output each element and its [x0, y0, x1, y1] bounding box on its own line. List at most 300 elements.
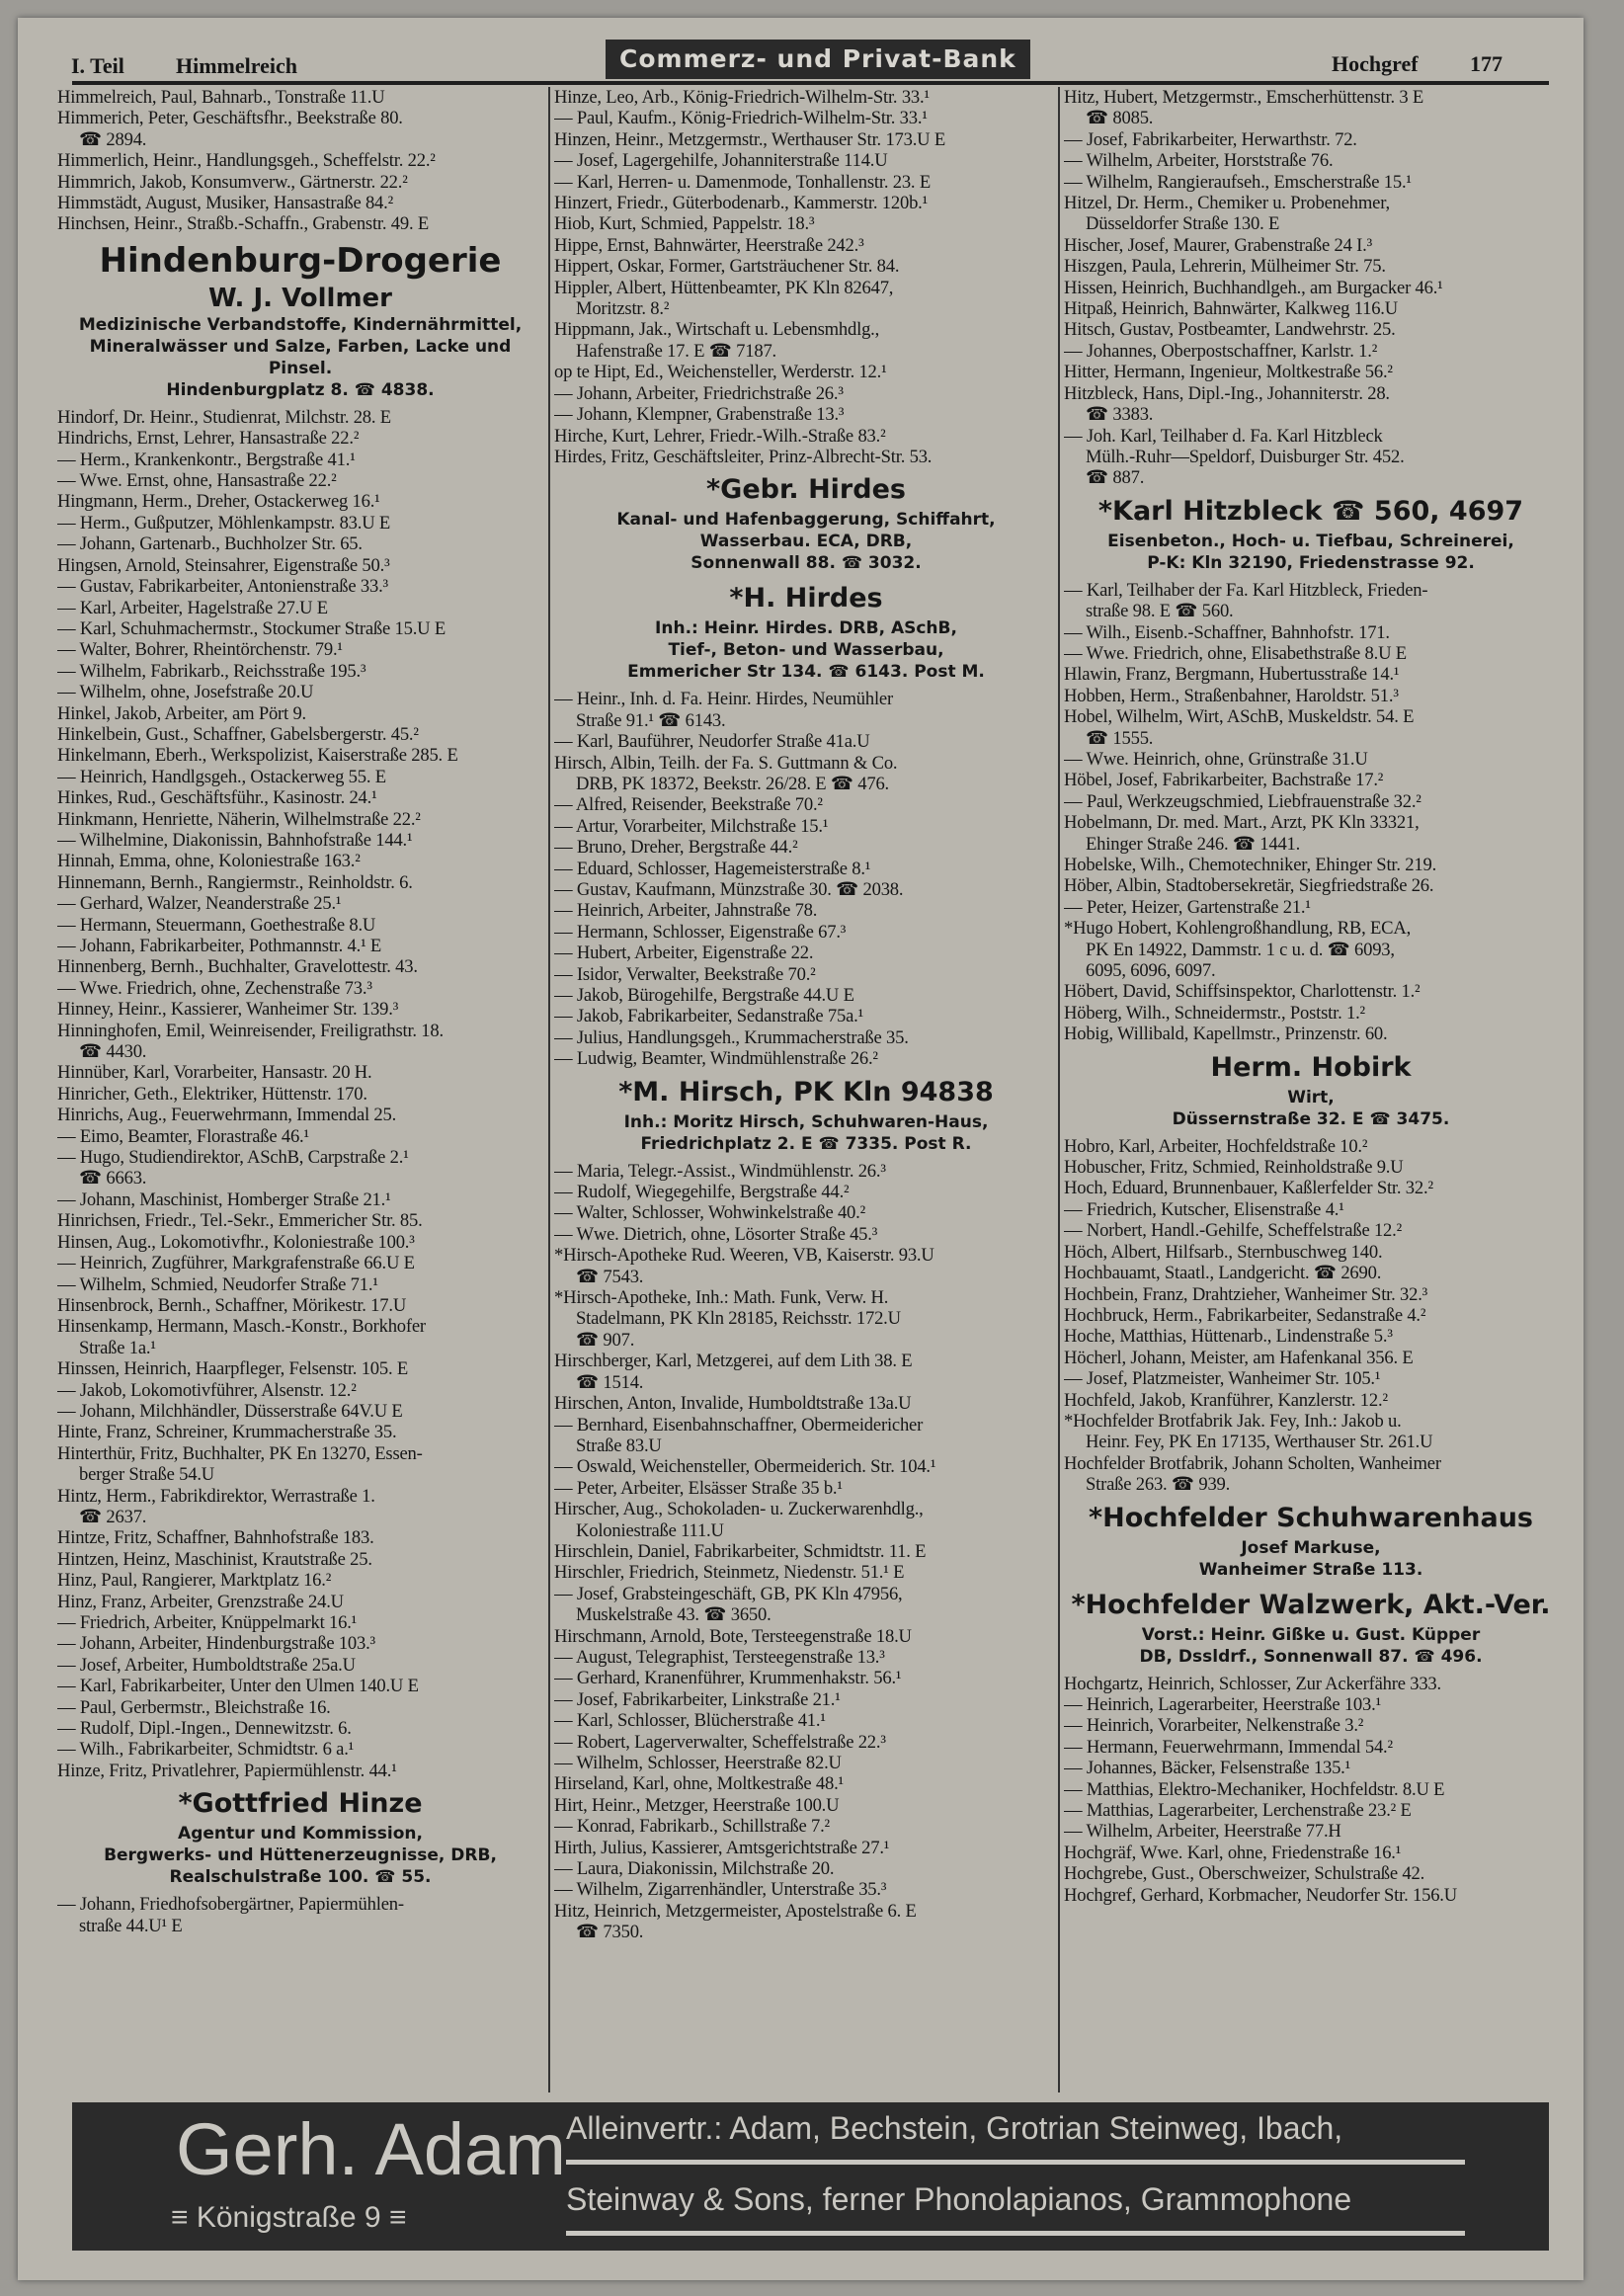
- directory-entry: [57, 851, 543, 871]
- entry-line: Hirschen, Anton, Invalide, Humboldtstraße 13a.U: [554, 1393, 912, 1415]
- entry-line: Hippmann, Jak., Wirtschaft u. Lebensmhdlg.,: [554, 319, 880, 341]
- directory-entry: [1064, 1178, 1558, 1198]
- entry-line: — Eduard, Schlosser, Hagemeisterstraße 8.¹: [554, 858, 871, 879]
- advertisement-block: [554, 471, 1058, 574]
- entry-line: — Josef, Arbeiter, Humboldtstraße 25a.U: [57, 1654, 356, 1676]
- entry-line: Himmerlich, Heinr., Handlungsgeh., Scheffelstr. 22.²: [57, 150, 436, 172]
- directory-entry: [554, 1816, 1058, 1837]
- entry-continuation-line: DRB, PK 18372, Beekstr. 26/28. E ☎ 476.: [576, 773, 890, 794]
- entry-line: Hinrichsen, Friedr., Tel.-Sekr., Emmericher Str. 85.: [57, 1210, 423, 1232]
- entry-line: Hobelmann, Dr. med. Mart., Arzt, PK Kln 33321,: [1064, 812, 1420, 834]
- directory-entry: [1064, 1157, 1558, 1178]
- entry-line: — Heinr., Inh. d. Fa. Heinr. Hirdes, Neumühler: [554, 689, 893, 710]
- advertisement-block: [57, 1785, 543, 1888]
- ad-body-text: Wirt,: [1287, 1087, 1335, 1107]
- ad-body-text: Inh.: Moritz Hirsch, Schuhwaren-Haus,: [623, 1111, 989, 1132]
- directory-entry: [1064, 812, 1558, 855]
- entry-line: — Alfred, Reisender, Beekstraße 70.²: [554, 794, 823, 816]
- entry-line: Hinney, Heinr., Kassierer, Wanheimer Str. 139.³: [57, 999, 399, 1021]
- directory-entry: [1064, 1348, 1558, 1368]
- directory-page: [18, 18, 1583, 2280]
- directory-entry: [57, 1401, 543, 1422]
- entry-line: Himmstädt, August, Musiker, Hansastraße 84.²: [57, 193, 393, 214]
- directory-entry: [1064, 1843, 1558, 1863]
- entry-line: Höberg, Wilh., Schneidermstr., Poststr. 1.²: [1064, 1002, 1365, 1024]
- directory-entry: [57, 1021, 543, 1063]
- directory-entry: [554, 256, 1058, 277]
- ad-name-text: Hindenburg-Drogerie: [99, 240, 502, 281]
- ad-address: ≡ Königstraße 9 ≡: [171, 2201, 407, 2234]
- ad-body-text: Bergwerks- und Hüttenerzeugnisse, DRB,: [104, 1845, 497, 1866]
- entry-continuation-line: ☎ 4430.: [79, 1041, 147, 1063]
- entry-continuation-line: ☎ 3383.: [1086, 404, 1154, 426]
- directory-entry: [57, 724, 543, 745]
- entry-continuation-line: Moritzstr. 8.²: [576, 298, 670, 320]
- directory-entry: [1064, 1220, 1558, 1241]
- directory-entry: [57, 1486, 543, 1528]
- directory-entry: [554, 1048, 1058, 1069]
- ad-body-text: Tief-, Beton- und Wasserbau,: [668, 640, 944, 661]
- directory-entry: [57, 533, 543, 554]
- entry-line: Hochfelder Brotfabrik, Johann Scholten, Wanheimer: [1064, 1452, 1441, 1474]
- entry-line: — Isidor, Verwalter, Beekstraße 70.²: [554, 963, 816, 985]
- entry-line: — Laura, Diakonissin, Milchstraße 20.: [554, 1858, 835, 1880]
- ad-divider: [566, 2231, 1465, 2236]
- ad-body-text: P-K: Kln 32190, Friedenstrasse 92.: [1147, 552, 1475, 573]
- entry-line: Hoch, Eduard, Brunnenbauer, Kaßlerfelder Str. 32.²: [1064, 1178, 1433, 1199]
- entry-line: — Wilhelmine, Diakonissin, Bahnhofstraße 144.¹: [57, 829, 413, 851]
- entry-line: Hiszgen, Paula, Lehrerin, Mülheimer Str. 75.: [1064, 256, 1386, 278]
- entry-line: Himmerich, Peter, Geschäftsfhr., Beekstraße 80.: [57, 108, 403, 129]
- entry-line: — Oswald, Weichensteller, Obermeiderich. Str. 104.¹: [554, 1456, 936, 1478]
- entry-line: Hobel, Wilhelm, Wirt, ASchB, Muskeldstr. 54. E: [1064, 706, 1415, 728]
- entry-continuation-line: Mülh.-Ruhr—Speldorf, Duisburger Str. 452.: [1086, 446, 1405, 467]
- entry-line: — Jakob, Fabrikarbeiter, Sedanstraße 75a.¹: [554, 1006, 863, 1027]
- directory-entry: [57, 1422, 543, 1442]
- directory-entry: [57, 893, 543, 914]
- entry-line: — Julius, Handlungsgeh., Krummacherstraße 35.: [554, 1026, 909, 1048]
- directory-entry: [57, 956, 543, 977]
- entry-line: Hirche, Kurt, Lehrer, Friedr.-Wilh.-Straße 83.²: [554, 425, 886, 447]
- directory-entry: [1064, 319, 1558, 340]
- entry-line: Hitzel, Dr. Herm., Chemiker u. Probenehmer,: [1064, 193, 1390, 214]
- directory-entry: [554, 1287, 1058, 1351]
- entry-line: *Hochfelder Brotfabrik Jak. Fey, Inh.: Jakob u.: [1064, 1410, 1402, 1432]
- directory-entry: [554, 1795, 1058, 1816]
- entry-line: — Wilhelm, Arbeiter, Heerstraße 77.H: [1064, 1821, 1341, 1843]
- ad-body-text: Medizinische Verbandstoffe, Kindernährmittel, Mineralwässer und Salze, Farben, Lacke und Pinsel.: [78, 314, 523, 378]
- directory-entry: [554, 319, 1058, 362]
- directory-entry: [554, 1879, 1058, 1900]
- directory-entry: [554, 943, 1058, 963]
- entry-line: Hlawin, Franz, Bergmann, Hubertusstraße 14.¹: [1064, 664, 1400, 686]
- entry-line: Hintzen, Heinz, Maschinist, Krautstraße 25.: [57, 1548, 372, 1570]
- directory-entry: [554, 1351, 1058, 1393]
- directory-entry: [554, 1456, 1058, 1477]
- advertisement-block: [1064, 1500, 1558, 1581]
- ad-body-text: Agentur und Kommission,: [178, 1824, 423, 1845]
- directory-entry: [1064, 1863, 1558, 1884]
- directory-entry: [1064, 1199, 1558, 1220]
- entry-line: op te Hipt, Ed., Weichensteller, Werderstr. 12.¹: [554, 362, 887, 383]
- header-rule: [72, 81, 1549, 85]
- directory-entry: [57, 1189, 543, 1210]
- entry-line: — Rudolf, Dipl.-Ingen., Dennewitzstr. 6.: [57, 1718, 352, 1740]
- entry-continuation-line: Straße 83.U: [576, 1435, 662, 1456]
- directory-entry: [57, 1592, 543, 1612]
- entry-line: Hinkes, Rud., Geschäftsführ., Kasinostr. 24.¹: [57, 787, 377, 809]
- directory-entry: [57, 470, 543, 491]
- directory-entry: [1064, 341, 1558, 362]
- ad-body-text: DB, Dssldrf., Sonnenwall 87. ☎ 496.: [1139, 1646, 1483, 1667]
- entry-line: — Herm., Krankenkontr., Bergstraße 41.¹: [57, 449, 356, 470]
- entry-line: — Friedrich, Kutscher, Elisenstraße 4.¹: [1064, 1198, 1344, 1220]
- entry-line: — Jakob, Bürogehilfe, Bergstraße 44.U E: [554, 985, 854, 1006]
- entry-line: Hirschberger, Karl, Metzgerei, auf dem Lith 38. E: [554, 1351, 913, 1372]
- entry-line: Hinnenberg, Bernh., Buchhalter, Gravelottestr. 43.: [57, 956, 418, 978]
- entry-line: Hindorf, Dr. Heinr., Studienrat, Milchstr. 28. E: [57, 406, 391, 428]
- page-number: 177: [1470, 51, 1502, 76]
- entry-line: Hinsenbrock, Bernh., Schaffner, Mörikestr. 17.U: [57, 1294, 407, 1316]
- entry-line: Höcherl, Johann, Meister, am Hafenkanal 356. E: [1064, 1347, 1414, 1368]
- directory-entry: [554, 964, 1058, 985]
- advertisement-block: [57, 239, 543, 401]
- directory-entry: [1064, 298, 1558, 319]
- entry-line: Hippe, Ernst, Bahnwärter, Heerstraße 242.³: [554, 234, 864, 256]
- entry-line: — Johannes, Bäcker, Felsenstraße 135.¹: [1064, 1758, 1351, 1779]
- column-3: [1058, 87, 1558, 2092]
- entry-continuation-line: straße 98. E ☎ 560.: [1086, 601, 1234, 622]
- column-1: [57, 87, 543, 2092]
- directory-entry: [1064, 1737, 1558, 1758]
- advertisement-block: [1064, 1049, 1558, 1130]
- entry-line: — Friedrich, Arbeiter, Knüppelmarkt 16.¹: [57, 1612, 358, 1633]
- directory-entry: [1064, 172, 1558, 193]
- entry-line: — Wilhelm, Rangieraufseh., Emscherstraße 15.¹: [1064, 171, 1412, 193]
- advertisement-block: [554, 580, 1058, 683]
- entry-line: Hinricher, Geth., Elektriker, Hüttenstr. 170.: [57, 1083, 367, 1105]
- entry-line: — Josef, Lagergehilfe, Johanniterstraße 114.U: [554, 150, 888, 172]
- ad-big-text: *Karl Hitzbleck ☎ 560, 4697: [1097, 495, 1524, 527]
- directory-entry: [1064, 622, 1558, 643]
- directory-entry: [1064, 1263, 1558, 1283]
- entry-line: Himmelreich, Paul, Bahnarb., Tonstraße 11.U: [57, 87, 385, 108]
- directory-entry: [554, 404, 1058, 425]
- entry-continuation-line: Straße 263. ☎ 939.: [1086, 1474, 1231, 1496]
- entry-line: *Hugo Hobert, Kohlengroßhandlung, RB, ECA,: [1064, 918, 1412, 940]
- directory-entry: [57, 1232, 543, 1253]
- directory-entry: [554, 1224, 1058, 1245]
- entry-line: Hochgartz, Heinrich, Schlosser, Zur Ackerfähre 333.: [1064, 1673, 1441, 1694]
- directory-entry: [554, 129, 1058, 150]
- directory-entry: [57, 1358, 543, 1379]
- entry-continuation-line: Stadelmann, PK Kln 28185, Reichsstr. 172.U: [576, 1308, 901, 1330]
- entry-line: Hinrichs, Aug., Feuerwehrmann, Immendal 25.: [57, 1105, 397, 1126]
- entry-line: — Walter, Bohrer, Rheintörchenstr. 79.¹: [57, 639, 343, 661]
- directory-entry: [1064, 150, 1558, 171]
- entry-line: — Gerhard, Kranenführer, Krummenhakstr. 56.¹: [554, 1668, 902, 1689]
- entry-line: — Johann, Klempner, Grabenstraße 13.³: [554, 404, 845, 426]
- directory-entry: [554, 794, 1058, 815]
- entry-line: — Paul, Gerbermstr., Bleichstraße 16.: [57, 1696, 331, 1718]
- directory-entry: [57, 87, 543, 108]
- entry-line: — Johann, Maschinist, Homberger Straße 21.¹: [57, 1189, 391, 1210]
- ad-body-text: Hindenburgplatz 8. ☎ 4838.: [166, 379, 435, 400]
- directory-entry: [554, 1753, 1058, 1773]
- directory-entry: [1064, 580, 1558, 622]
- entry-line: — Karl, Teilhaber der Fa. Karl Hitzbleck, Frieden-: [1064, 579, 1428, 601]
- entry-line: Hoche, Matthias, Hüttenarb., Lindenstraße 5.³: [1064, 1326, 1393, 1348]
- directory-entry: [1064, 1024, 1558, 1044]
- entry-line: Hirschmann, Arnold, Bote, Tersteegenstraße 18.U: [554, 1625, 912, 1647]
- directory-entry: [1064, 1305, 1558, 1326]
- directory-entry: [554, 1393, 1058, 1414]
- directory-entry: [1064, 897, 1558, 918]
- directory-entry: [554, 1838, 1058, 1858]
- ad-body-text: Eisenbeton., Hoch- u. Tiefbau, Schreinerei,: [1107, 531, 1514, 551]
- directory-entry: [554, 1626, 1058, 1647]
- directory-entry: [57, 108, 543, 150]
- directory-entry: [554, 1202, 1058, 1223]
- entry-line: Hinz, Paul, Rangierer, Marktplatz 16.²: [57, 1570, 332, 1592]
- entry-line: Hinninghofen, Emil, Weinreisender, Freiligrathstr. 18.: [57, 1020, 444, 1041]
- entry-line: — Wilh., Eisenb.-Schaffner, Bahnhofstr. 171.: [1064, 621, 1390, 643]
- ad-line-2: Steinway & Sons, ferner Phonolapianos, Grammophone: [566, 2181, 1352, 2217]
- bank-banner: Commerz- und Privat-Bank: [606, 40, 1030, 79]
- entry-continuation-line: ☎ 7350.: [576, 1922, 644, 1943]
- entry-line: Hochgrebe, Gust., Oberschweizer, Schulstraße 42.: [1064, 1863, 1425, 1885]
- entry-continuation-line: ☎ 6663.: [79, 1168, 147, 1189]
- entry-line: — Karl, Schuhmachermstr., Stockumer Straße 15.U E: [57, 617, 446, 639]
- directory-entry: [554, 1773, 1058, 1794]
- directory-entry: [1064, 981, 1558, 1002]
- entry-line: — Jakob, Lokomotivführer, Alsenstr. 12.²: [57, 1379, 357, 1401]
- ad-sub-text: W. J. Vollmer: [207, 283, 393, 313]
- entry-line: — Heinrich, Handlgsgeh., Ostackerweg 55. E: [57, 766, 386, 787]
- entry-line: Hobben, Herm., Straßenbahner, Haroldstr. 51.³: [1064, 685, 1399, 706]
- directory-entry: [554, 193, 1058, 213]
- entry-line: — Gustav, Kaufmann, Münzstraße 30. ☎ 2038.: [554, 878, 904, 900]
- entry-line: Hippert, Oskar, Former, Gartsträuchener Str. 84.: [554, 256, 900, 278]
- ad-big-text: *M. Hirsch, PK Kln 94838: [618, 1076, 994, 1107]
- entry-line: Hippler, Albert, Hüttenbeamter, PK Kln 82647,: [554, 277, 894, 298]
- directory-entry: [57, 1718, 543, 1739]
- directory-entry: [1064, 1674, 1558, 1694]
- entry-line: Hinnah, Emma, ohne, Koloniestraße 163.²: [57, 851, 361, 872]
- directory-entry: [57, 1739, 543, 1760]
- entry-continuation-line: ☎ 2894.: [79, 128, 147, 150]
- directory-entry: [57, 872, 543, 893]
- entry-line: Hinze, Fritz, Privatlehrer, Papiermühlenstr. 44.¹: [57, 1760, 397, 1781]
- directory-entry: [554, 731, 1058, 752]
- entry-line: Hirdes, Fritz, Geschäftsleiter, Prinz-Albrecht-Str. 53.: [554, 446, 933, 467]
- entry-line: — Heinrich, Arbeiter, Jahnstraße 78.: [554, 900, 818, 922]
- directory-entry: [1064, 1715, 1558, 1736]
- ad-big-text: *Gottfried Hinze: [178, 1788, 423, 1820]
- ad-body-text: Inh.: Heinr. Hirdes. DRB, ASchB,: [655, 618, 957, 639]
- entry-line: — Peter, Arbeiter, Elsässer Straße 35 b.¹: [554, 1477, 843, 1499]
- entry-line: Hirth, Julius, Kassierer, Amtsgerichtstraße 27.¹: [554, 1837, 890, 1858]
- directory-entry: [57, 1380, 543, 1401]
- entry-line: Hobelske, Wilh., Chemotechniker, Ehinger Str. 219.: [1064, 855, 1437, 875]
- directory-entry: [1064, 1758, 1558, 1778]
- entry-continuation-line: ☎ 1555.: [1086, 727, 1154, 749]
- directory-entry: [57, 639, 543, 660]
- directory-entry: [57, 915, 543, 936]
- directory-entry: [554, 1415, 1058, 1457]
- directory-entry: [1064, 706, 1558, 749]
- entry-continuation-line: Ehinger Straße 246. ☎ 1441.: [1086, 833, 1301, 855]
- entry-line: Hinssen, Heinrich, Haarpfleger, Felsenstr. 105. E: [57, 1358, 409, 1380]
- advertisement-block: [554, 1074, 1058, 1155]
- directory-entry: [554, 900, 1058, 921]
- entry-line: Hobuscher, Fritz, Schmied, Reinholdstraße 9.U: [1064, 1157, 1404, 1179]
- entry-line: Hochbauamt, Staatl., Landgericht. ☎ 2690.: [1064, 1263, 1382, 1284]
- entry-line: Hindrichs, Ernst, Lehrer, Hansastraße 22.²: [57, 428, 360, 450]
- entry-continuation-line: Straße 1a.¹: [79, 1337, 156, 1358]
- directory-entry: [1064, 278, 1558, 298]
- entry-line: — Matthias, Lagerarbeiter, Lerchenstraße 23.² E: [1064, 1800, 1412, 1821]
- directory-entry: [1064, 1003, 1558, 1024]
- ad-big-text: *Gebr. Hirdes: [706, 474, 906, 506]
- directory-entry: [57, 999, 543, 1020]
- entry-line: Hirsch, Albin, Teilh. der Fa. S. Guttmann & Co.: [554, 752, 898, 774]
- entry-line: — Paul, Kaufm., König-Friedrich-Wilhelm-Str. 33.¹: [554, 108, 928, 129]
- entry-continuation-line: straße 44.U¹ E: [79, 1915, 183, 1936]
- directory-entry: [57, 661, 543, 682]
- entry-continuation-line: ☎ 907.: [576, 1329, 635, 1351]
- entry-line: Hinterthür, Fritz, Buchhalter, PK En 13270, Essen-: [57, 1442, 423, 1464]
- directory-entry: [1064, 1411, 1558, 1453]
- entry-line: — Joh. Karl, Teilhaber d. Fa. Karl Hitzbleck: [1064, 425, 1383, 447]
- entry-line: Hirseland, Karl, ohne, Moltkestraße 48.¹: [554, 1773, 844, 1795]
- entry-continuation-line: ☎ 7543.: [576, 1266, 644, 1287]
- advertisement-block: [1064, 1587, 1558, 1668]
- ad-body-text: Sonnenwall 88. ☎ 3032.: [690, 553, 922, 574]
- entry-line: — Karl, Fabrikarbeiter, Unter den Ulmen 140.U E: [57, 1676, 419, 1697]
- entry-continuation-line: 6095, 6096, 6097.: [1086, 960, 1216, 982]
- entry-line: — Eimo, Beamter, Florastraße 46.¹: [57, 1125, 309, 1147]
- entry-line: Hinze, Leo, Arb., König-Friedrich-Wilhelm-Str. 33.¹: [554, 87, 930, 108]
- directory-entry: [1064, 193, 1558, 235]
- directory-entry: [554, 235, 1058, 256]
- directory-entry: [57, 1633, 543, 1654]
- entry-line: — Wwe. Friedrich, ohne, Zechenstraße 73.³: [57, 977, 372, 999]
- directory-entry: [57, 618, 543, 639]
- directory-entry: [1064, 1136, 1558, 1157]
- entry-line: — Bruno, Dreher, Bergstraße 44.²: [554, 837, 798, 859]
- directory-entry: [1064, 87, 1558, 129]
- ad-body-text: Wasserbau. ECA, DRB,: [699, 532, 913, 552]
- entry-line: — Wwe. Dietrich, ohne, Lösorter Straße 45.³: [554, 1223, 878, 1245]
- entry-line: Hinsen, Aug., Lokomotivfhr., Koloniestraße 100.³: [57, 1231, 415, 1253]
- entry-line: Hitsch, Gustav, Postbeamter, Landwehrstr. 25.: [1064, 319, 1396, 341]
- directory-entry: [554, 859, 1058, 879]
- entry-line: — Maria, Telegr.-Assist., Windmühlenstr. 26.³: [554, 1160, 886, 1182]
- entry-line: — Ludwig, Beamter, Windmühlenstraße 26.²: [554, 1048, 878, 1070]
- entry-line: — Heinrich, Lagerarbeiter, Heerstraße 103.¹: [1064, 1693, 1381, 1715]
- entry-line: Hochbein, Franz, Drahtzieher, Wanheimer Str. 32.³: [1064, 1283, 1428, 1305]
- entry-line: — Hugo, Studiendirektor, ASchB, Carpstraße 2.¹: [57, 1147, 409, 1169]
- directory-entry: [57, 936, 543, 956]
- entry-line: Hingsen, Arnold, Steinsahrer, Eigenstraße 50.³: [57, 554, 390, 576]
- directory-entry: [1064, 1390, 1558, 1411]
- directory-entry: [554, 1245, 1058, 1287]
- directory-entry: [554, 1478, 1058, 1499]
- entry-line: — Bernhard, Eisenbahnschaffner, Obermeidericher: [554, 1414, 924, 1435]
- directory-entry: [57, 1549, 543, 1570]
- entry-line: — Johann, Milchhändler, Düsserstraße 64V.U E: [57, 1400, 403, 1422]
- directory-entry: [57, 213, 543, 234]
- entry-continuation-line: PK En 14922, Dammstr. 1 c u. d. ☎ 6093,: [1086, 939, 1395, 960]
- directory-entry: [554, 1689, 1058, 1710]
- directory-entry: [57, 809, 543, 830]
- entry-line: *Hirsch-Apotheke, Inh.: Math. Funk, Verw. H.: [554, 1287, 889, 1309]
- entry-line: Hobro, Karl, Arbeiter, Hochfeldstraße 10.²: [1064, 1135, 1368, 1157]
- entry-line: — Norbert, Handl.-Gehilfe, Scheffelstraße 12.²: [1064, 1220, 1402, 1242]
- directory-entry: [57, 745, 543, 766]
- ad-company-name: Gerh. Adam: [176, 2108, 566, 2190]
- directory-entry: [554, 87, 1058, 108]
- ad-body-text: Düssernstraße 32. E ☎ 3475.: [1172, 1108, 1450, 1129]
- directory-entry: [57, 491, 543, 512]
- ad-line-1: Alleinvertr.: Adam, Bechstein, Grotrian Steinweg, Ibach,: [566, 2110, 1343, 2146]
- entry-line: — Hermann, Schlosser, Eigenstraße 67.³: [554, 921, 847, 943]
- column-2: [548, 87, 1058, 2092]
- directory-entry: [57, 1126, 543, 1147]
- directory-entry: [1064, 1779, 1558, 1800]
- directory-entry: [1064, 1284, 1558, 1305]
- entry-continuation-line: Muskelstraße 43. ☎ 3650.: [576, 1604, 771, 1626]
- directory-entry: [554, 1732, 1058, 1753]
- entry-line: Hochgräf, Wwe. Karl, ohne, Friedenstraße 16.¹: [1064, 1842, 1402, 1863]
- entry-line: — Walter, Schlosser, Wohwinkelstraße 40.²: [554, 1202, 865, 1224]
- directory-entry: [57, 978, 543, 999]
- first-entry-word: Himmelreich: [176, 53, 297, 78]
- entry-line: — Johann, Fabrikarbeiter, Pothmannstr. 4.¹ E: [57, 936, 382, 956]
- directory-entry: [1064, 1885, 1558, 1906]
- directory-entry: [554, 1161, 1058, 1182]
- entry-line: — Konrad, Fabrikarb., Schillstraße 7.²: [554, 1816, 830, 1838]
- entry-line: Hitzbleck, Hans, Dipl.-Ing., Johanniterstr. 28.: [1064, 382, 1390, 404]
- directory-entry: [1064, 1368, 1558, 1389]
- directory-entry: [554, 1499, 1058, 1541]
- advertisement-block: [1064, 493, 1558, 574]
- ad-big-text: *Hochfelder Schuhwarenhaus: [1088, 1502, 1534, 1533]
- directory-entry: [554, 1858, 1058, 1879]
- directory-entry: [1064, 256, 1558, 277]
- directory-entry: [554, 426, 1058, 447]
- entry-line: Höbert, David, Schiffsinspektor, Charlottenstr. 1.²: [1064, 981, 1421, 1003]
- entry-line: — Josef, Fabrikarbeiter, Linkstraße 21.¹: [554, 1688, 841, 1710]
- page-header: [57, 40, 1549, 83]
- entry-line: — Wilhelm, Zigarrenhändler, Unterstraße 35.³: [554, 1879, 887, 1901]
- directory-entry: [57, 1147, 543, 1189]
- directory-entry: [57, 555, 543, 576]
- directory-entry: [554, 1541, 1058, 1562]
- entry-line: Hitz, Hubert, Metzgermstr., Emscherhüttenstr. 3 E: [1064, 87, 1424, 108]
- ad-body-text: Realschulstraße 100. ☎ 55.: [169, 1867, 432, 1888]
- entry-line: — Peter, Heizer, Gartenstraße 21.¹: [1064, 896, 1311, 918]
- entry-line: — Josef, Platzmeister, Wanheimer Str. 105.¹: [1064, 1368, 1381, 1390]
- entry-line: Hirt, Heinr., Metzger, Heerstraße 100.U: [554, 1794, 840, 1816]
- directory-entry: [554, 1006, 1058, 1026]
- directory-entry: [57, 598, 543, 618]
- directory-entry: [554, 1647, 1058, 1668]
- ad-divider: [566, 2160, 1465, 2165]
- directory-entry: [57, 1062, 543, 1083]
- directory-entry: [554, 689, 1058, 731]
